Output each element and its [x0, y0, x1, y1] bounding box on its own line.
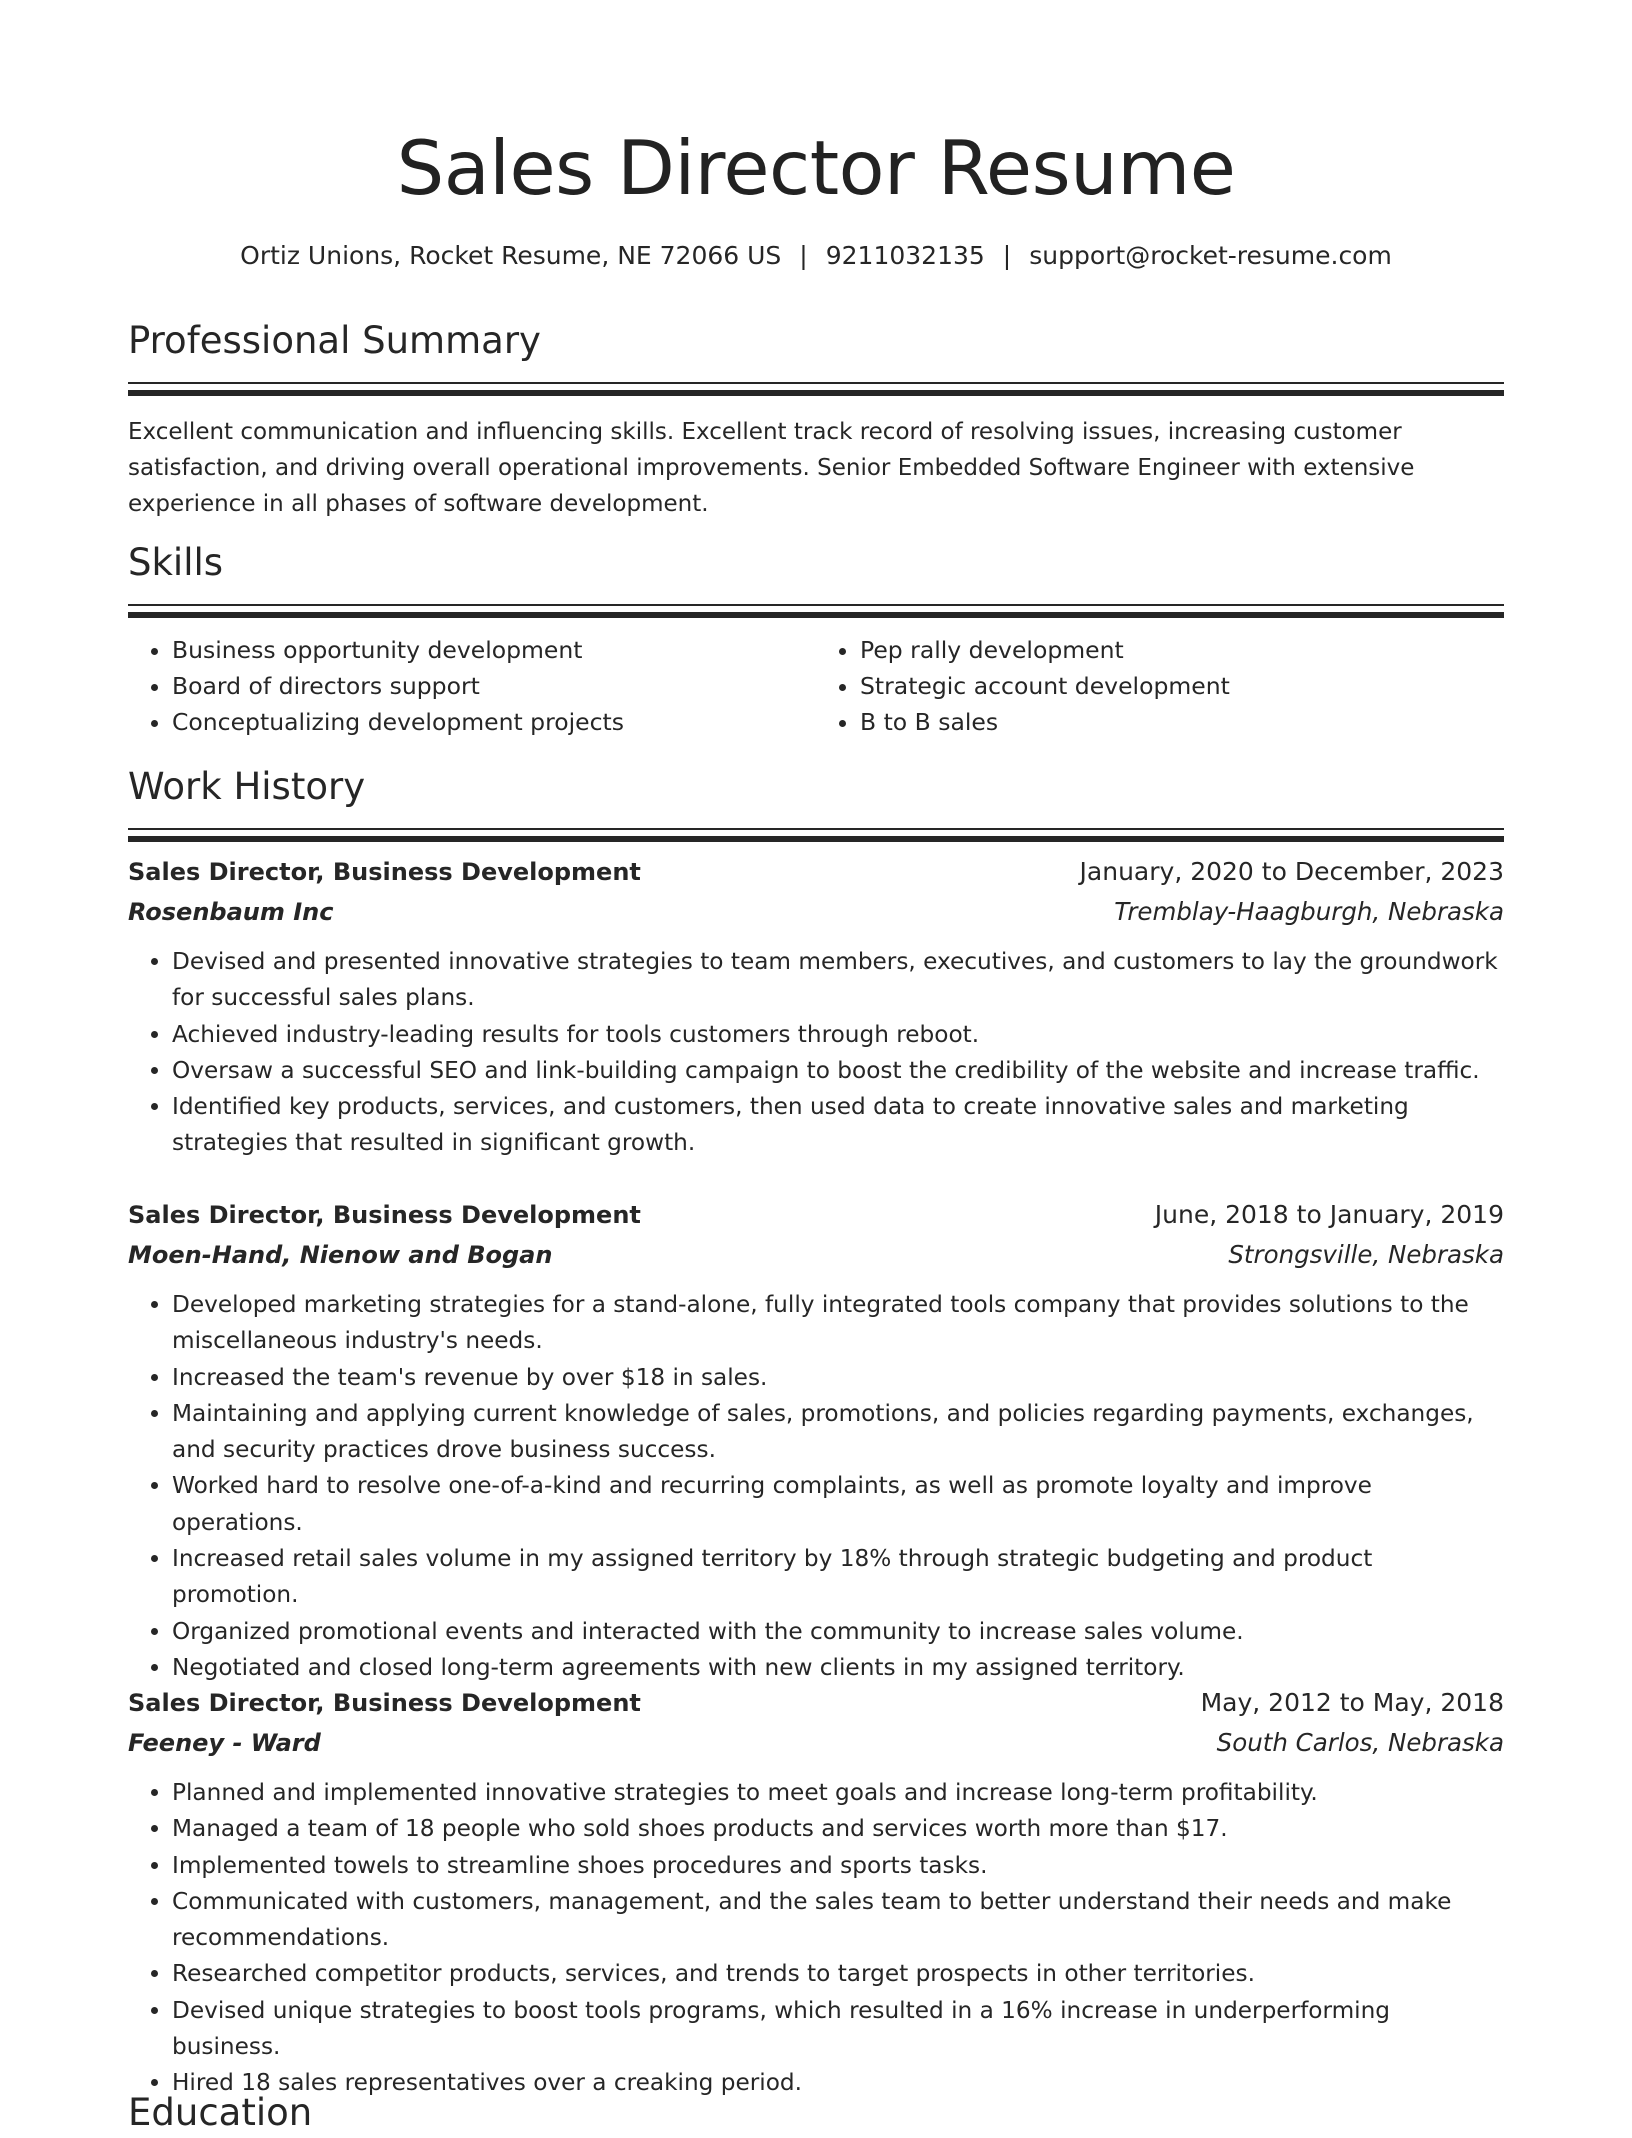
- contact-separator: |: [799, 241, 808, 270]
- section-heading-summary: Professional Summary: [128, 319, 541, 362]
- section-heading-education: Education: [128, 2091, 313, 2134]
- job-company: Feeney - Ward: [128, 1729, 321, 1757]
- job-location: South Carlos, Nebraska: [1216, 1728, 1504, 1757]
- skill-item: • Strategic account development: [860, 668, 1504, 704]
- job-company: Moen-Hand, Nienow and Bogan: [128, 1241, 553, 1269]
- section-divider: [128, 836, 1504, 842]
- skill-item: • Board of directors support: [172, 668, 816, 704]
- section-divider: [128, 604, 1504, 606]
- job-bullet: • Implemented towels to streamline shoes procedures and sports tasks.: [172, 1848, 1504, 1884]
- job-company-row: [128, 1235, 1504, 1275]
- job-company: Rosenbaum Inc: [128, 898, 334, 926]
- work-history-section: [128, 762, 1504, 842]
- job-dates: January, 2020 to December, 2023: [1079, 857, 1504, 886]
- skill-item: • Conceptualizing development projects: [172, 704, 816, 740]
- contact-email: support@rocket-resume.com: [1029, 241, 1392, 270]
- job-bullet: • Achieved industry-leading results for tools customers through reboot.: [172, 1017, 1504, 1053]
- skills-list-left: [128, 632, 816, 740]
- job-bullet: • Planned and implemented innovative strategies to meet goals and increase long-term profitability.: [172, 1775, 1504, 1811]
- job-bullet: • Worked hard to resolve one-of-a-kind and recurring complaints, as well as promote loyalty and improve operations.: [172, 1468, 1504, 1541]
- job-entry: [128, 1683, 1504, 2102]
- contact-address: Ortiz Unions, Rocket Resume, NE 72066 US: [240, 241, 782, 270]
- job-bullet: • Increased retail sales volume in my assigned territory by 18% through strategic budgeting and product promotion.: [172, 1541, 1504, 1614]
- skill-item: • B to B sales: [860, 704, 1504, 740]
- section-divider: [128, 382, 1504, 384]
- summary-section: [128, 316, 1504, 522]
- job-dates: May, 2012 to May, 2018: [1200, 1688, 1504, 1717]
- job-location: Strongsville, Nebraska: [1228, 1240, 1504, 1269]
- job-bullet: • Organized promotional events and interacted with the community to increase sales volume.: [172, 1614, 1504, 1650]
- job-header-row: [128, 852, 1504, 892]
- contact-phone: 9211032135: [825, 241, 985, 270]
- skill-item: • Business opportunity development: [172, 632, 816, 668]
- skills-list-right: [816, 632, 1504, 740]
- resume-title: Sales Director Resume: [396, 124, 1236, 212]
- section-divider: [128, 390, 1504, 396]
- job-company-row: [128, 1723, 1504, 1763]
- skill-item: • Pep rally development: [860, 632, 1504, 668]
- job-bullet: • Negotiated and closed long-term agreements with new clients in my assigned territory.: [172, 1650, 1504, 1686]
- job-bullet: • Devised unique strategies to boost tools programs, which resulted in a 16% increase in underperforming business.: [172, 1993, 1504, 2066]
- section-divider: [128, 612, 1504, 618]
- job-bullet: • Increased the team's revenue by over $18 in sales.: [172, 1360, 1504, 1396]
- section-heading-work-history: Work History: [128, 765, 366, 808]
- job-bullet: • Communicated with customers, management, and the sales team to better understand their needs and make recommendations.: [172, 1884, 1504, 1957]
- job-dates: June, 2018 to January, 2019: [1154, 1200, 1504, 1229]
- section-divider: [128, 828, 1504, 830]
- job-entry: [128, 1195, 1504, 1686]
- job-bullet: • Identified key products, services, and customers, then used data to create innovative sales and marketing strategies that resulted in significant growth.: [172, 1089, 1504, 1162]
- job-header-row: [128, 1683, 1504, 1723]
- job-bullet: • Maintaining and applying current knowledge of sales, promotions, and policies regarding payments, exchanges, and security practices drove business success.: [172, 1396, 1504, 1469]
- job-location: Tremblay-Haagburgh, Nebraska: [1114, 897, 1504, 926]
- job-title: Sales Director, Business Development: [128, 1689, 641, 1717]
- job-bullet: • Researched competitor products, services, and trends to target prospects in other territories.: [172, 1956, 1504, 1992]
- contact-line: [128, 238, 1504, 274]
- job-bullet: • Hired 18 sales representatives over a creaking period.: [172, 2065, 1504, 2101]
- summary-text: Excellent communication and influencing skills. Excellent track record of resolving issues, increasing customer satisfaction, and driving overall operational improvements. Senior Embedded Software Engineer with extensive experience in all phases of software development.: [128, 419, 1415, 517]
- section-heading-skills: Skills: [128, 541, 224, 584]
- job-bullets: [128, 1775, 1504, 2102]
- contact-separator: |: [1002, 241, 1012, 270]
- job-bullets: [128, 944, 1504, 1162]
- job-bullet: • Developed marketing strategies for a stand-alone, fully integrated tools company that provides solutions to the miscellaneous industry's needs.: [172, 1287, 1504, 1360]
- job-bullet: • Oversaw a successful SEO and link-building campaign to boost the credibility of the website and increase traffic.: [172, 1053, 1504, 1089]
- job-title: Sales Director, Business Development: [128, 858, 641, 886]
- job-bullets: [128, 1287, 1504, 1686]
- job-bullet: • Managed a team of 18 people who sold shoes products and services worth more than $17.: [172, 1811, 1504, 1847]
- job-bullet: • Devised and presented innovative strategies to team members, executives, and customers to lay the groundwork for successful sales plans.: [172, 944, 1504, 1017]
- job-title: Sales Director, Business Development: [128, 1201, 641, 1229]
- job-entry: [128, 852, 1504, 1162]
- skills-section: [128, 538, 1504, 740]
- job-company-row: [128, 892, 1504, 932]
- job-header-row: [128, 1195, 1504, 1235]
- skills-columns: [128, 632, 1504, 740]
